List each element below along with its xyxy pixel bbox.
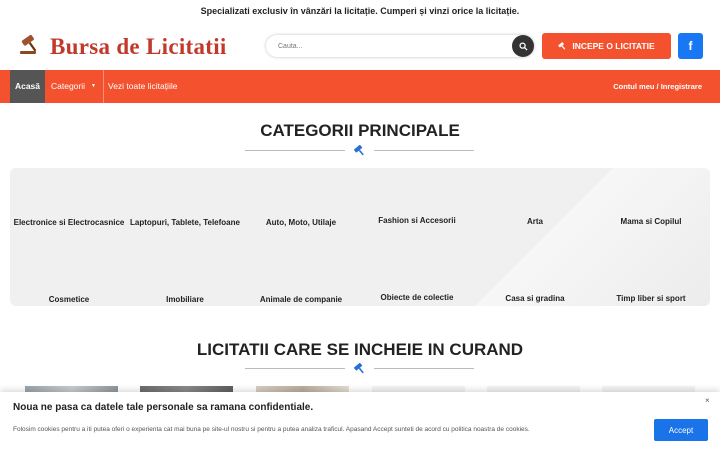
top-announcement: Specializati exclusiv în vânzări la licitație. Cumperi și vinzi orice la licitație. [200,6,520,16]
nav-account[interactable]: Contul meu / Inregistrare [613,82,702,91]
category-laptopuri[interactable]: Laptopuri, Tablete, Telefoane [130,218,240,227]
cookie-banner [0,392,720,450]
cookie-text: Folosim cookies pentru a iti putea oferi o experienta cat mai buna pe site-ul nostru si pentru a putea analiza traficul. Apasand Accept sunteti de acord cu politica noastra de cookies. [13,426,530,433]
gavel-icon [558,42,567,51]
gavel-logo-icon [18,33,44,60]
close-icon[interactable]: × [705,396,710,405]
category-cosmetice[interactable]: Cosmetice [48,295,90,304]
category-obiecte-colectie[interactable]: Obiecte de colectie [380,293,454,302]
cookie-accept-button[interactable]: Accept [654,419,708,441]
site-header [0,22,720,70]
search-button[interactable] [512,35,534,57]
category-casa-gradina[interactable]: Casa si gradina [505,294,565,303]
hammer-icon [353,362,367,380]
categories-divider [0,144,720,156]
facebook-button[interactable] [678,33,703,59]
main-navigation [0,70,720,103]
nav-categories[interactable] [51,70,96,103]
categories-title: CATEGORII PRINCIPALE [260,121,460,140]
category-auto[interactable]: Auto, Moto, Utilaje [265,218,337,227]
facebook-icon: f [688,39,693,53]
categories-panel [10,168,710,306]
nav-home[interactable]: Acasă [10,70,45,103]
category-animale[interactable]: Animale de companie [259,295,343,304]
category-arta[interactable]: Arta [526,217,543,226]
cookie-title: Noua ne pasa ca datele tale personale sa ramana confidentiale. [13,402,314,413]
caret-down-icon: ▼ [91,83,96,90]
category-mama-copilul[interactable]: Mama si Copilul [620,217,682,226]
ending-soon-divider [0,362,720,374]
ending-soon-title: LICITATII CARE SE INCHEIE IN CURAND [196,340,524,359]
hammer-icon [353,144,367,162]
nav-categories-label: Categorii [51,81,86,91]
start-auction-label: INCEPE O LICITATIE [572,41,655,51]
nav-divider [103,70,104,103]
site-logo[interactable] [18,33,227,60]
category-timp-liber[interactable]: Timp liber si sport [616,294,686,303]
logo-text: Bursa de Licitatii [50,33,227,59]
search-bar [266,35,534,57]
category-imobiliare[interactable]: Imobiliare [166,295,204,304]
nav-all-auctions[interactable]: Vezi toate licitațiile [108,81,178,91]
search-icon [519,42,528,51]
search-input[interactable] [266,36,496,58]
category-electronice[interactable]: Electronice si Electrocasnice [13,218,125,227]
start-auction-button[interactable] [542,33,671,59]
category-fashion[interactable]: Fashion si Accesorii [378,216,456,225]
